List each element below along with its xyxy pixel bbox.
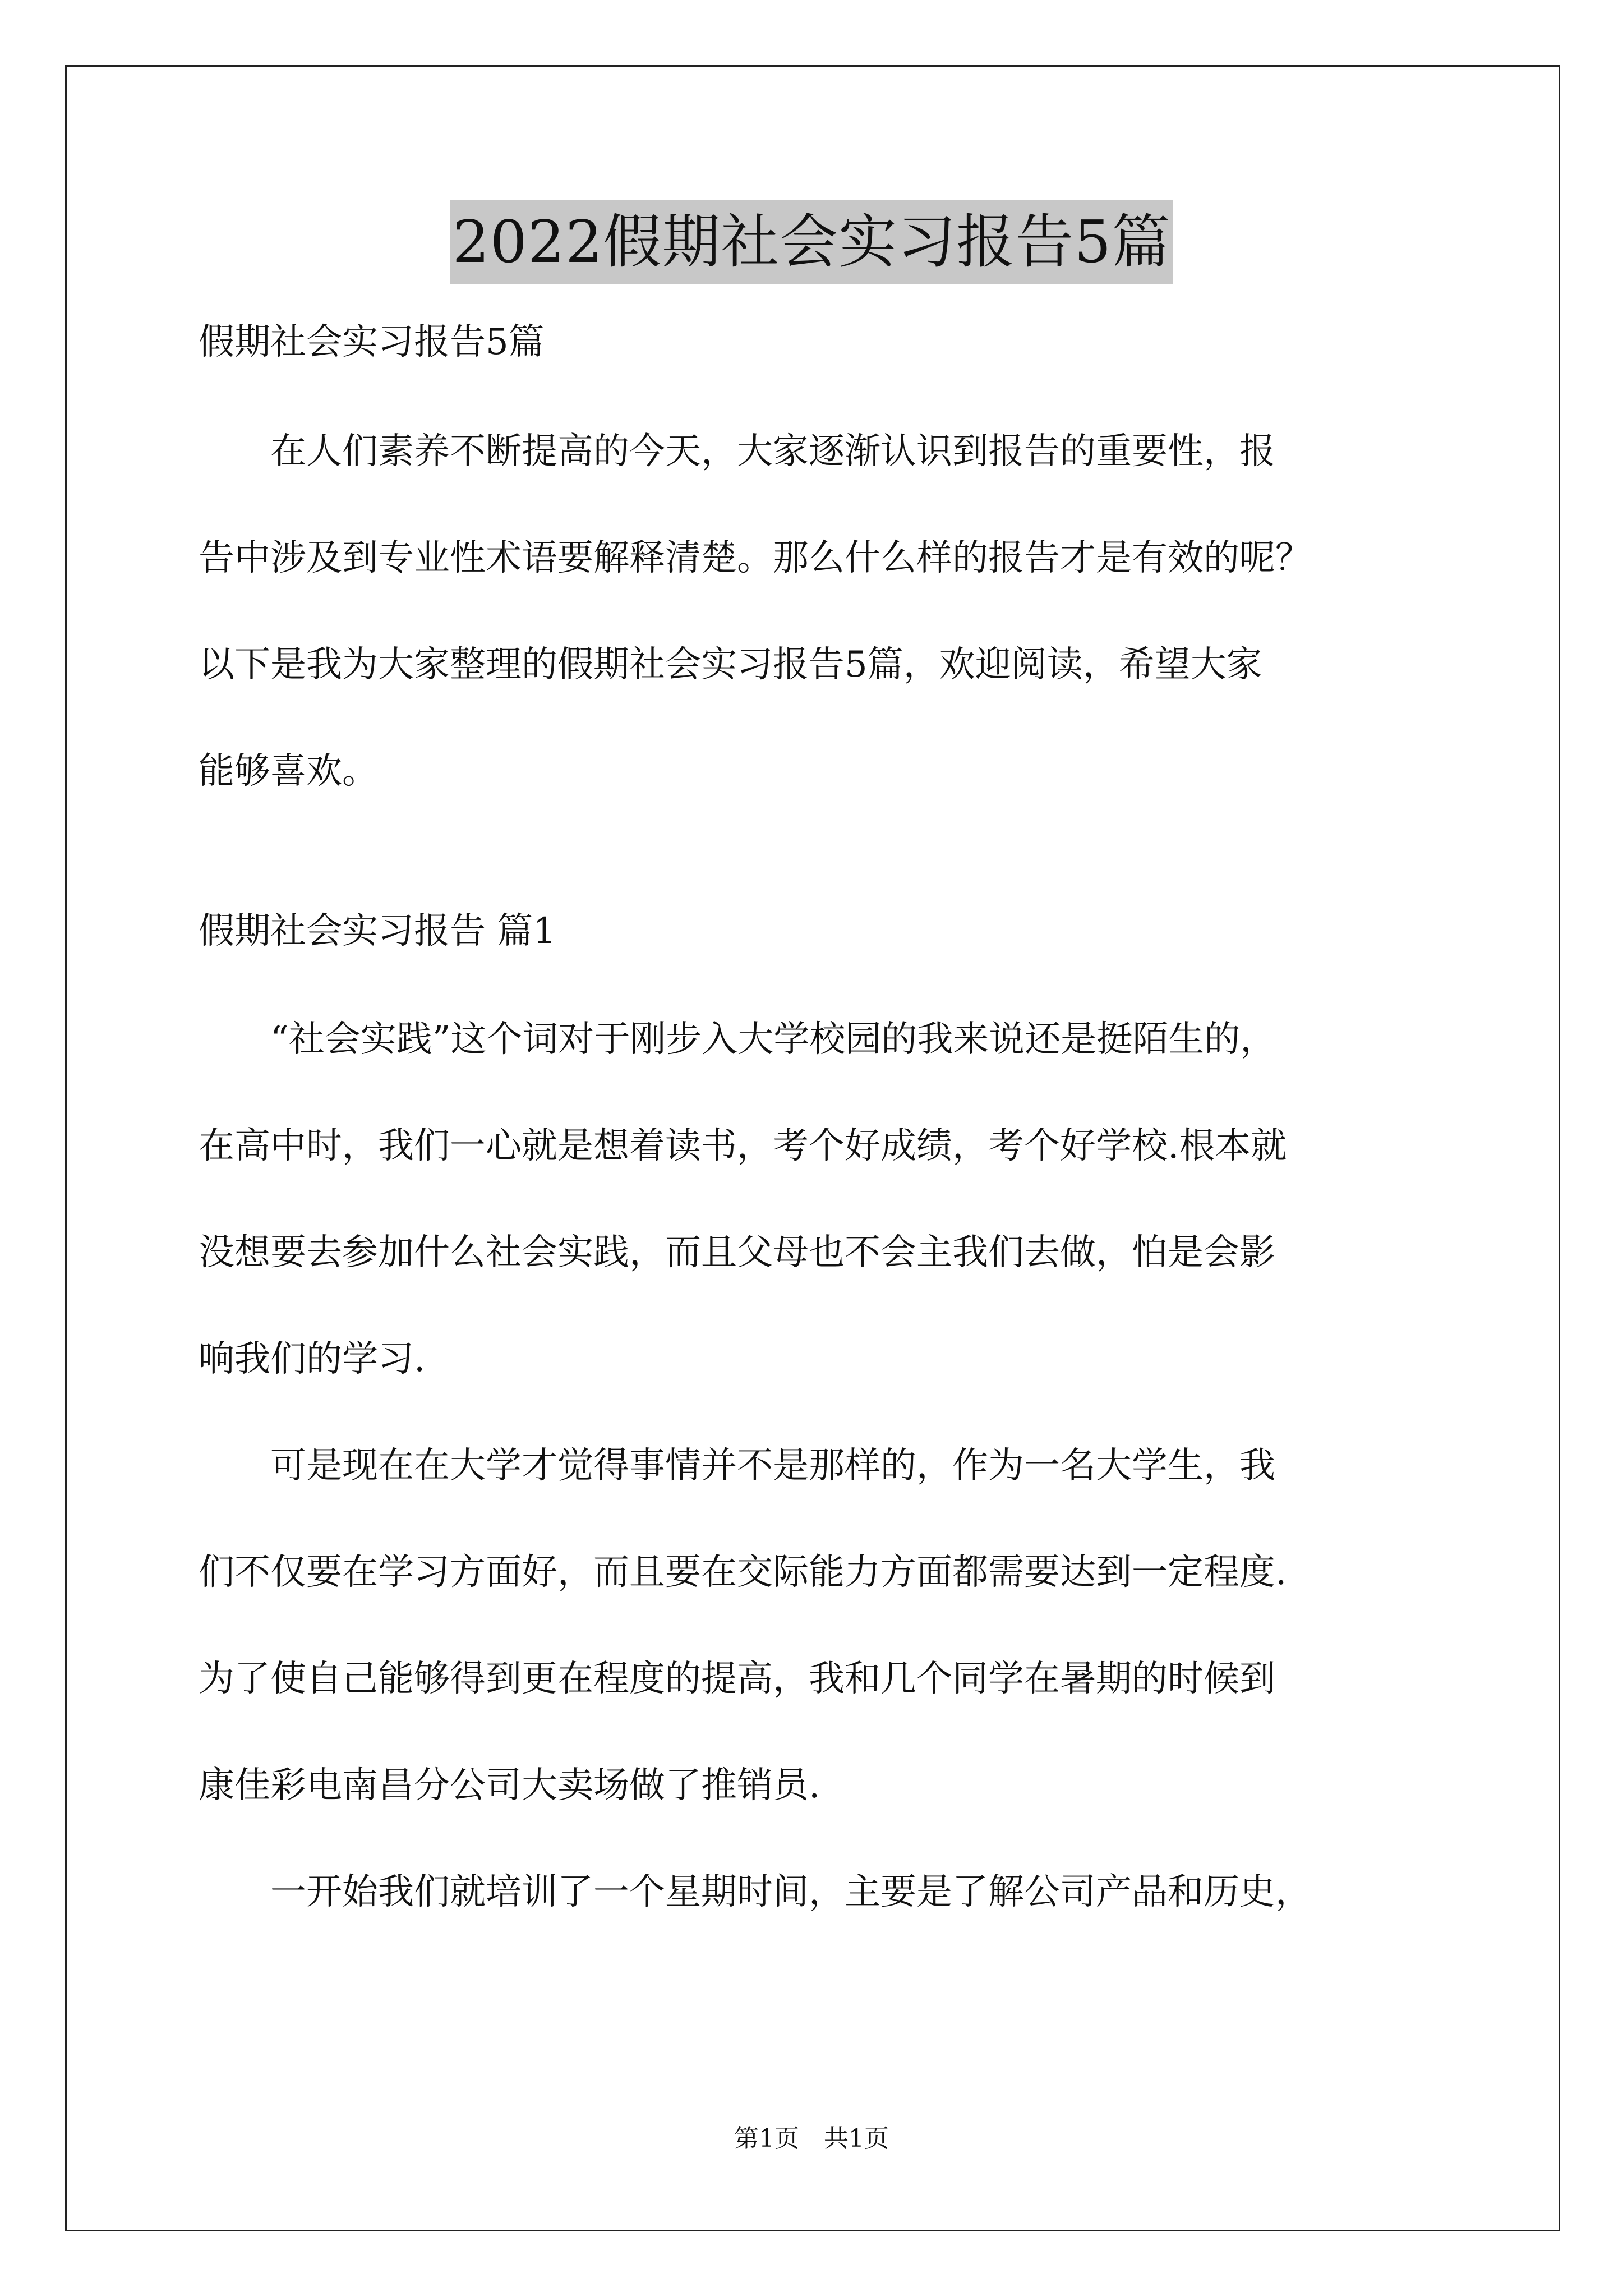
section-heading: 假期社会实习报告 篇1 [199, 910, 556, 952]
paragraph-line: 没想要去参加什么社会实践，而且父母也不会主我们去做，怕是会影 [199, 1232, 1275, 1273]
paragraph-line: 们不仅要在学习方面好，而且要在交际能力方面都需要达到一定程度. [199, 1552, 1287, 1593]
paragraph-line: 在高中时，我们一心就是想着读书，考个好成绩，考个好学校.根本就 [199, 1125, 1287, 1167]
document-body [199, 314, 1432, 1945]
paragraph-line: 一开始我们就培训了一个星期时间，主要是了解公司产品和历史， [270, 1871, 1311, 1913]
intro-line: 以下是我为大家整理的假期社会实习报告5篇，欢迎阅读，希望大家 [199, 644, 1262, 685]
section-paragraph [199, 1839, 1432, 1945]
intro-paragraph [199, 398, 1432, 825]
section-paragraph [199, 1412, 1432, 1839]
paragraph-line: “社会实践”这个词对于刚步入大学校园的我来说还是挺陌生的， [270, 1019, 1276, 1060]
paragraph-line: 可是现在在大学才觉得事情并不是那样的，作为一名大学生，我 [270, 1445, 1275, 1487]
page-footer: 第1页 共1页 [734, 2124, 889, 2153]
section-paragraph [199, 986, 1432, 1412]
intro-line: 在人们素养不断提高的今天，大家逐渐认识到报告的重要性，报 [270, 431, 1275, 472]
section-content [199, 986, 1432, 1945]
title-container [0, 200, 1623, 284]
paragraph-line: 康佳彩电南昌分公司大卖场做了推销员. [199, 1765, 820, 1806]
intro-line: 告中涉及到专业性术语要解释清楚。那么什么样的报告才是有效的呢？ [199, 537, 1311, 579]
document-subtitle: 假期社会实习报告5篇 [199, 321, 545, 363]
paragraph-line: 为了使自己能够得到更在程度的提高，我和几个同学在暑期的时候到 [199, 1658, 1275, 1700]
intro-line: 能够喜欢。 [199, 751, 378, 792]
document-title: 2022假期社会实习报告5篇 [450, 200, 1173, 284]
paragraph-line: 响我们的学习. [199, 1338, 426, 1380]
